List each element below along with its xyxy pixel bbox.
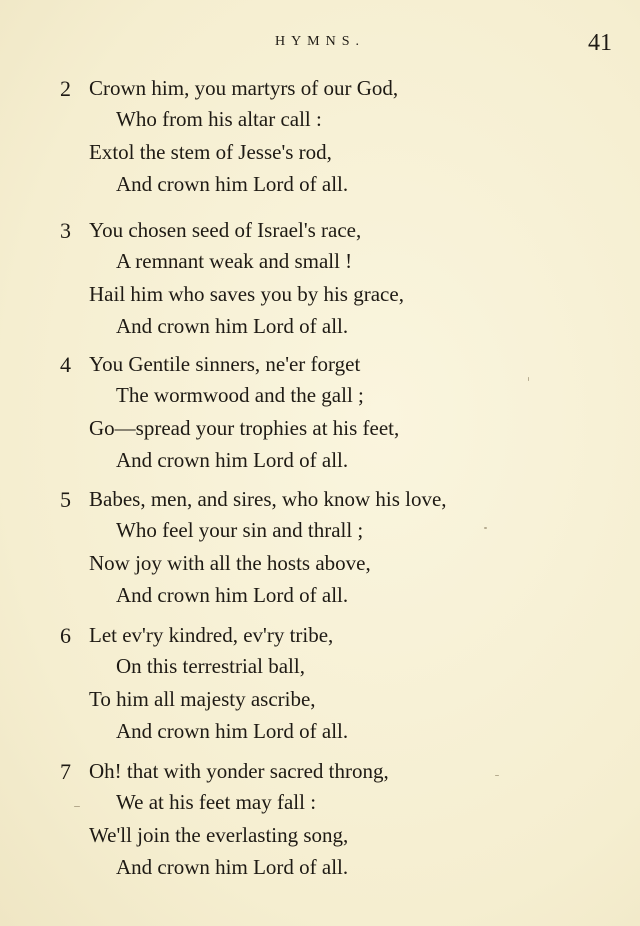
verse-line: On this terrestrial ball, [116, 654, 305, 678]
page-number: 41 [588, 30, 612, 56]
verse-line: A remnant weak and small ! [116, 249, 353, 273]
verse-line: You Gentile sinners, ne'er forget [89, 352, 361, 376]
verse-line: Who from his altar call : [116, 107, 322, 131]
paper-speck [484, 527, 487, 529]
verse-line: To him all majesty ascribe, [89, 687, 316, 711]
verse-line: And crown him Lord of all. [116, 172, 349, 196]
verse-number: 2 [60, 76, 71, 101]
verse-line: And crown him Lord of all. [116, 448, 349, 472]
verse-line: We at his feet may fall : [116, 790, 317, 814]
verse-number: 7 [60, 759, 71, 784]
verse-line: Now joy with all the hosts above, [89, 551, 371, 575]
paper-speck [528, 377, 529, 381]
verse-line: And crown him Lord of all. [116, 583, 349, 607]
verse-number: 5 [60, 487, 71, 512]
verse-line: Let ev'ry kindred, ev'ry tribe, [89, 623, 334, 647]
verse-line: We'll join the everlasting song, [89, 823, 349, 847]
verse-line: Babes, men, and sires, who know his love, [89, 487, 447, 511]
paper-speck [74, 806, 80, 807]
verse-line: And crown him Lord of all. [116, 314, 349, 338]
verse-line: And crown him Lord of all. [116, 855, 349, 879]
verse-line: Who feel your sin and thrall ; [116, 518, 364, 542]
paper-speck [495, 775, 499, 776]
verse-number: 4 [60, 352, 71, 377]
verse-line: And crown him Lord of all. [116, 719, 349, 743]
verse-line: Hail him who saves you by his grace, [89, 282, 404, 306]
running-header: HYMNS. [274, 34, 366, 49]
verse-line: Oh! that with yonder sacred throng, [89, 759, 389, 783]
verse-line: Go—spread your trophies at his feet, [89, 416, 400, 440]
verse-line: You chosen seed of Israel's race, [89, 218, 362, 242]
verse-line: Extol the stem of Jesse's rod, [89, 140, 332, 164]
verse-number: 6 [60, 623, 71, 648]
verse-line: The wormwood and the gall ; [116, 383, 364, 407]
verse-number: 3 [60, 218, 71, 243]
verse-line: Crown him, you martyrs of our God, [89, 76, 399, 100]
